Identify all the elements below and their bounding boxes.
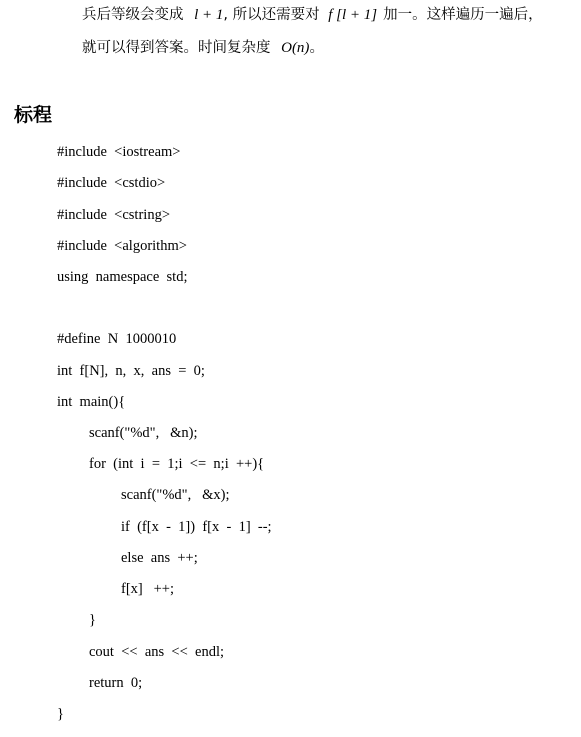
intro-text: 加一。这样遍历一遍后， [383, 7, 543, 23]
code-line: f[x] ++; [121, 581, 174, 597]
code-line: #include <cstdio> [57, 175, 166, 191]
code-line: #include <cstring> [57, 207, 170, 223]
code-line: #define N 1000010 [57, 331, 177, 347]
code-line: #include <iostream> [57, 144, 181, 160]
intro-text: , 所以还需要对 [223, 7, 320, 23]
intro-text: 。 [309, 40, 324, 56]
math-expression: O(n) [281, 40, 310, 56]
code-line: cout << ans << endl; [89, 644, 224, 660]
code-line: else ans ++; [121, 550, 198, 566]
intro-text: 兵后等级会变成 [82, 7, 184, 23]
intro-line-2 [82, 38, 324, 58]
code-line: int f[N], n, x, ans = 0; [57, 363, 205, 379]
intro-text: 就可以得到答案。时间复杂度 [82, 40, 271, 56]
code-line: } [89, 612, 96, 628]
math-expression: l + 1 [194, 7, 224, 23]
code-line: int main(){ [57, 394, 126, 410]
code-line: #include <algorithm> [57, 238, 187, 254]
code-line: for (int i = 1;i <= n;i ++){ [89, 456, 265, 472]
section-heading: 标程 [14, 104, 53, 126]
math-expression: f [l + 1] [328, 7, 378, 23]
code-line: return 0; [89, 675, 143, 691]
intro-line-1 [82, 5, 543, 25]
code-line: scanf("%d", &n); [89, 425, 198, 441]
code-line: } [57, 706, 64, 722]
code-line: scanf("%d", &x); [121, 487, 230, 503]
code-line: using namespace std; [57, 269, 188, 285]
code-line: if (f[x - 1]) f[x - 1] --; [121, 519, 272, 535]
